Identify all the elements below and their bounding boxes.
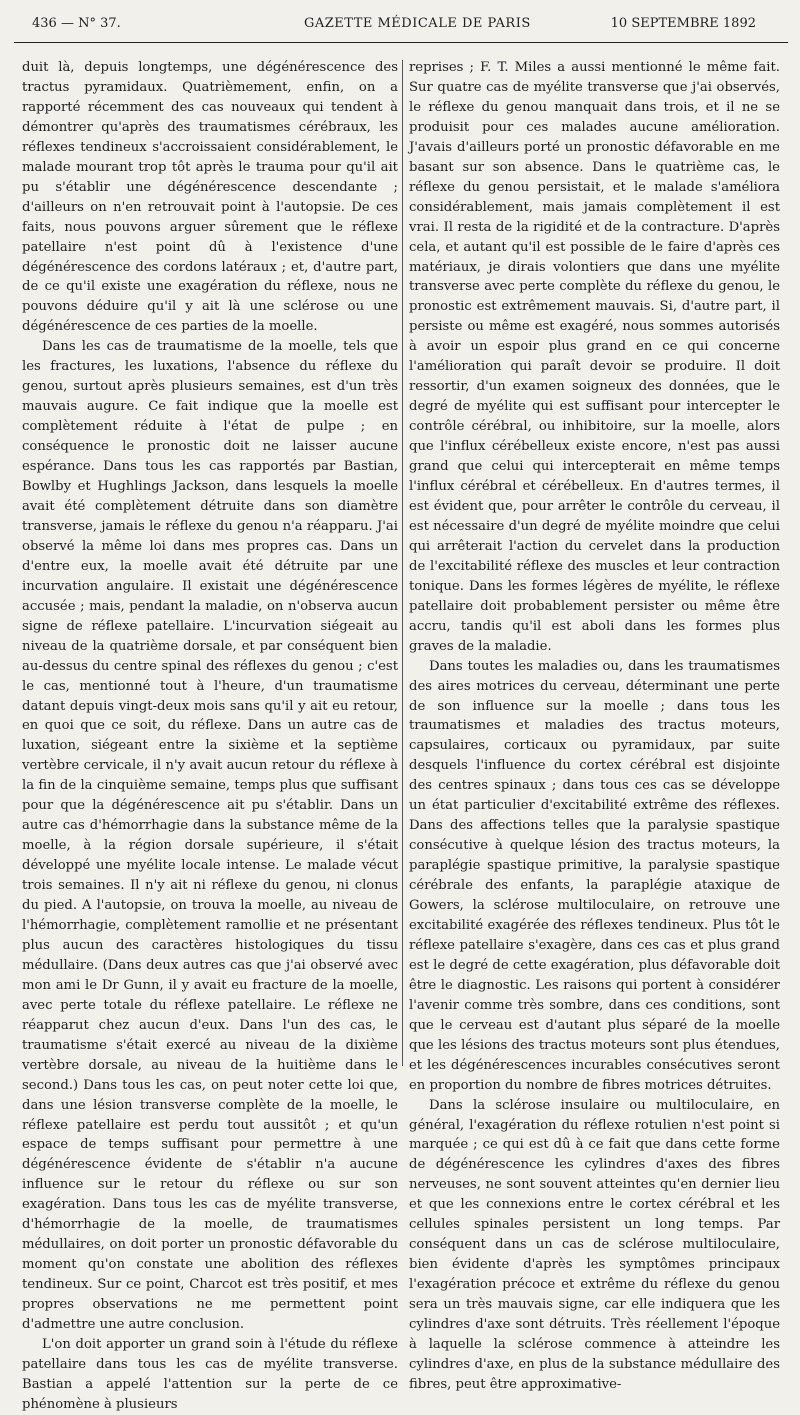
paragraph: Dans les cas de traumatisme de la moelle, tels que les fractures, les luxations, l'absence du réflexe du genou, surtout après plusieurs semaines, est d'un très mauvais augure. Ce fait indique que la moelle est complètement réduite à l'état de pulpe ; en conséquence le pronostic doit ne laisser aucune espérance. Dans tous les cas rapportés par Bastian, Bowlby et Hughlings Jackson, dans lesquels la moelle avait été complètement détruite dans son diamètre transverse, jamais le réflexe du genou n'a réapparu. J'ai observé la même loi dans mes propres cas. Dans un d'entre eux, la moelle avait été détruite par une incurvation angulaire. Il existait une dégénérescence accusée ; mais, pendant la maladie, on n'observa aucun signe de réflexe patellaire. L'incurvation siégeait au niveau de la quatrième dorsale, et par conséquent bien au-dessus du centre spinal des réflexes du genou ; c'est le cas, mentionné tout à l'heure, d'un traumatisme datant depuis vingt-deux mois sans qu'il y ait eu retour, en quoi que ce soit, du réflexe. Dans un autre cas de luxation, siégeant entre la sixième et la septième vertèbre cervicale, il n'y avait aucun retour du réflexe à la fin de la cinquième semaine, temps plus que suffisant pour que la dégénérescence ait pu s'établir. Dans un autre cas d'hémorrhagie dans la substance même de la moelle, à la région dorsale supérieure, il s'était développé une myélite locale intense. Le malade vécut trois semaines. Il n'y ait ni réflexe du genou, ni clonus du pied. A l'autopsie, on trouva la moelle, au niveau de l'hémorrhagie, complètement ramollie et ne présentant plus aucun des caractères histologiques du tissu médullaire. (Dans deux autres cas que j'ai observé avec mon ami le Dr Gunn, il y avait eu fracture de la moelle, avec perte totale du réflexe patellaire. Le réflexe ne réapparut chez aucun d'eux. Dans l'un des cas, le traumatisme s'était exercé au niveau de la dixième vertèbre dorsale, au niveau de la huitième dans le second.) Dans tous les cas, on peut noter cette loi que, dans une lésion transverse complète de la moelle, le réflexe patellaire est perdu tout aussitôt ; et qu'un espace de temps suffisant pour permettre à une dégénérescence évidente de s'établir n'a aucune influence sur le retour du réflexe ou sur son exagération. Dans tous les cas de myélite transverse, d'hémorrhagie de la moelle, de traumatismes médullaires, on doit porter un pronostic défavorable du moment qu'on constate une abolition des réflexes tendineux. Sur ce point, Charcot est très positif, et mes propres observations ne me permettent point d'admettre une autre conclusion.: [22, 339, 398, 1333]
paragraph: duit là, depuis longtemps, une dégénérescence des tractus pyramidaux. Quatrièmement, enfin, on a rapporté récemment des cas nouveaux qui tendent à démontrer qu'après des traumatismes cérébraux, les réflexes tendineux s'accroissaient considérablement, le malade mourant trop tôt après le trauma pour qu'il ait pu s'établir une dégénérescence descendante ; d'ailleurs on n'en retrouvait point à l'autopsie. De ces faits, nous pouvons arguer sûrement que le réflexe patellaire n'est point dû à l'existence d'une dégénérescence des cordons latéraux ; et, d'autre part, de ce qu'il existe une exagération du réflexe, nous ne pouvons déduire qu'il y ait là une sclérose ou une dégénérescence de ces parties de la moelle.: [22, 60, 398, 335]
left-column: [22, 58, 398, 1412]
paragraph: L'on doit apporter un grand soin à l'étude du réflexe patellaire dans tous les cas de myélite transverse. Bastian a appelé l'attention sur la perte de ce phénomène à plusieurs: [22, 1337, 398, 1412]
journal-title: GAZETTE MÉDICALE DE PARIS: [304, 16, 531, 31]
page-number: 436 — N° 37.: [32, 16, 121, 31]
page-header: [14, 8, 788, 43]
issue-date: 10 SEPTEMBRE 1892: [610, 16, 756, 31]
paragraph: Dans toutes les maladies ou, dans les traumatismes des aires motrices du cerveau, déterminant une perte de son influence sur la moelle ; dans tous les traumatismes et maladies des tractus moteurs, capsulaires, corticaux ou pyramidaux, par suite desquels l'influence du cortex cérébral est disjointe des centres spinaux ; dans tous ces cas se développe un état particulier d'excitabilité extrême des réflexes. Dans des affections telles que la paralysie spastique consécutive à quelque lésion des tractus moteurs, la paraplégie spastique primitive, la paralysie spastique cérébrale des enfants, la paraplégie ataxique de Gowers, la sclérose multiloculaire, on retrouve une excitabilité exagérée des réflexes tendineux. Plus tôt le réflexe patellaire s'exagère, dans ces cas et plus grand est le degré de cette exagération, plus défavorable doit être le diagnostic. Les raisons qui portent à considérer l'avenir comme très sombre, dans ces conditions, sont que le cerveau est d'autant plus séparé de la moelle que les lésions des tractus moteurs sont plus étendues, et les dégénérescences incurables consécutives seront en proportion du nombre de fibres motrices détruites.: [409, 658, 780, 1093]
column-divider: [402, 60, 403, 1066]
right-column: [409, 58, 780, 1392]
paragraph: reprises ; F. T. Miles a aussi mentionné le même fait. Sur quatre cas de myélite transverse que j'ai observés, le réflexe du genou manquait dans trois, et il ne se produisit pour ces malades aucune amélioration. J'avais d'ailleurs porté un pronostic défavorable en me basant sur son absence. Dans le quatrième cas, le réflexe du genou persistait, et le malade s'améliora considérablement, mais jamais complètement il est vrai. Il resta de la rigidité et de la contracture. D'après cela, et autant qu'il est possible de le faire d'après ces matériaux, je dirais volontiers que dans une myélite transverse avec perte complète du réflexe du genou, le pronostic est extrêmement mauvais. Si, d'autre part, il persiste ou même est exagéré, nous sommes autorisés à avoir un espoir plus grand en ce qui concerne l'amélioration qui paraît devoir se produire. Il doit ressortir, d'un examen soigneux des données, que le degré de myélite qui est suffisant pour intercepter le contrôle cérébral, ou inhibitoire, sur la moelle, alors que l'influx cérébelleux existe encore, n'est pas aussi grand que celui qui intercepterait en même temps l'influx cérébral et cérébelleux. En d'autres termes, il est évident que, pour arrêter le contrôle du cerveau, il est nécessaire d'un degré de myélite moindre que celui qui arrêterait l'action du cervelet dans la production de l'excitabilité réflexe des muscles et leur contraction tonique. Dans les formes légères de myélite, le réflexe patellaire doit probablement persister ou même être accru, tandis qu'il est aboli dans les formes plus graves de la maladie.: [409, 60, 780, 654]
paragraph: Dans la sclérose insulaire ou multiloculaire, en général, l'exagération du réflexe rotulien n'est point si marquée ; ce qui est dû à ce fait que dans cette forme de dégénérescence les cylindres d'axes des fibres nerveuses, ne sont souvent atteintes qu'en dernier lieu et que les connexions entre le cortex cérébral et les cellules spinales persistent un long temps. Par conséquent dans un cas de sclérose multiloculaire, bien évidente d'après les symptômes principaux l'exagération précoce et extrême du réflexe du genou sera un très mauvais signe, car elle indiquera que les cylindres d'axe sont détruits. Très réellement l'époque à laquelle la sclérose commence à atteindre les cylindres d'axe, en plus de la substance médullaire des fibres, peut être approximative-: [409, 1097, 780, 1392]
